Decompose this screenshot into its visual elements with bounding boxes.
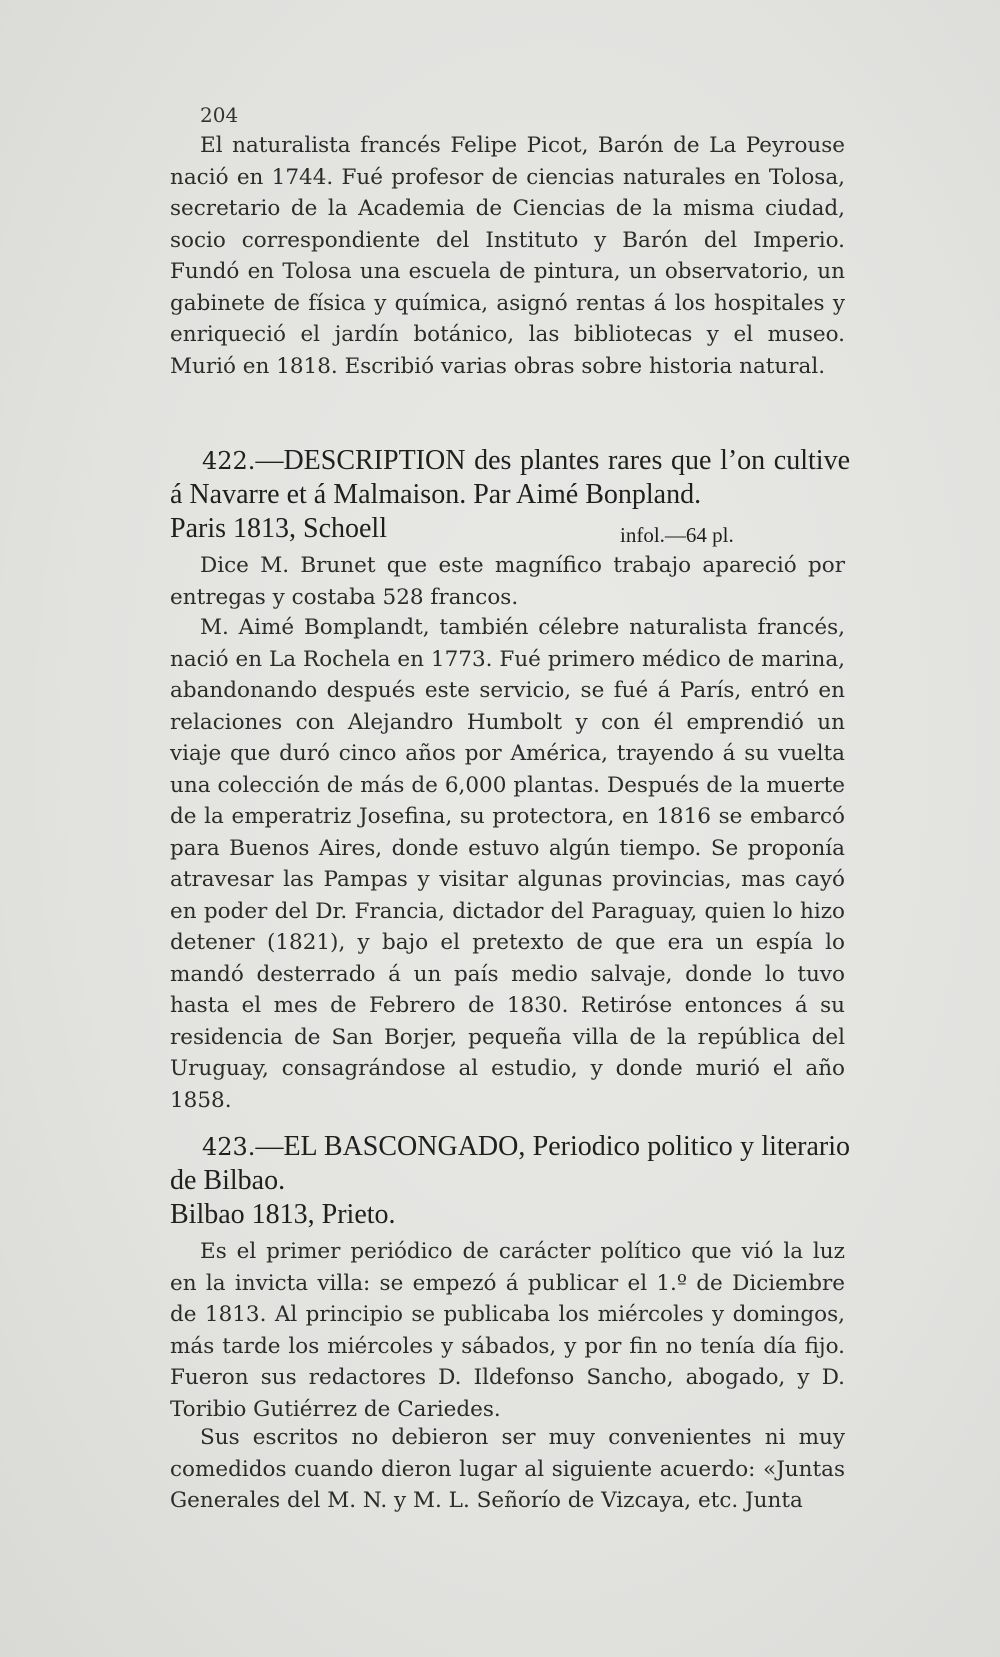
- entry-423-paragraph-2: Sus escritos no debieron ser muy convenientes ni muy comedidos cuando dieron lugar al siguiente acuerdo: «Juntas Generales del M. N. y M. L. Señorío de Vizcaya, etc. Junta: [170, 1425, 845, 1513]
- entry-422-imprint: Paris 1813, Schoell: [170, 513, 387, 544]
- entry-423-heading: [170, 1130, 850, 1198]
- entry-423-title: —EL BASCONGADO, Periodico politico y literario de Bilbao.: [170, 1131, 850, 1196]
- page-number: 204: [200, 103, 239, 127]
- entry-422-imprint-line: [170, 512, 850, 546]
- entry-423-number: 423.: [202, 1133, 256, 1161]
- entry-422-title: —DESCRIPTION des plantes rares que l’on cultive á Navarre et á Malmaison. Par Aimé Bonpland.: [170, 445, 850, 510]
- entry-422-number: 422.: [202, 447, 256, 475]
- entry-423-imprint-line: [170, 1198, 850, 1232]
- entry-422-format: infol.—64 pl.: [620, 523, 734, 547]
- entry-422-heading: [170, 444, 850, 512]
- intro-paragraph: El naturalista francés Felipe Picot, Barón de La Peyrouse nació en 1744. Fué profesor de ciencias naturales en Tolosa, secretario de la Academia de Ciencias de la misma ciudad, socio correspondiente del Instituto y Barón del Imperio. Fundó en Tolosa una escuela de pintura, un observatorio, un gabinete de física y química, asignó rentas á los hospitales y enriqueció el jardín botánico, las bibliotecas y el museo. Murió en 1818. Escribió varias obras sobre historia natural.: [170, 133, 845, 379]
- entry-422-paragraph-2: M. Aimé Bomplandt, también célebre naturalista francés, nació en La Rochela en 1773. Fué primero médico de marina, abandonando después este servicio, se fué á París, entró en relaciones con Alejandro Humbolt y con él emprendió un viaje que duró cinco años por América, trayendo á su vuelta una colección de más de 6,000 plantas. Después de la muerte de la emperatriz Josefina, su protectora, en 1816 se embarcó para Buenos Aires, donde estuvo algún tiempo. Se proponía atravesar las Pampas y visitar algunas provincias, mas cayó en poder del Dr. Francia, dictador del Paraguay, quien lo hizo detener (1821), y bajo el pretexto de que era un espía lo mandó desterrado á un país medio salvaje, donde lo tuvo hasta el mes de Febrero de 1830. Retiróse entonces á su residencia de San Borjer, pequeña villa de la república del Uruguay, consagrándose al estudio, y donde murió el año 1858.: [170, 615, 845, 1113]
- entry-423-paragraph-1: Es el primer periódico de carácter político que vió la luz en la invicta villa: se empezó á publicar el 1.º de Diciembre de 1813. Al principio se publicaba los miércoles y domingos, más tarde los miércoles y sábados, y por fin no tenía día fijo. Fueron sus redactores D. Ildefonso Sancho, abogado, y D. Toribio Gutiérrez de Cariedes.: [170, 1239, 845, 1422]
- entry-422-paragraph-1: Dice M. Brunet que este magnífico trabajo apareció por entregas y costaba 528 francos.: [170, 553, 845, 610]
- entry-423-imprint: Bilbao 1813, Prieto.: [170, 1199, 396, 1230]
